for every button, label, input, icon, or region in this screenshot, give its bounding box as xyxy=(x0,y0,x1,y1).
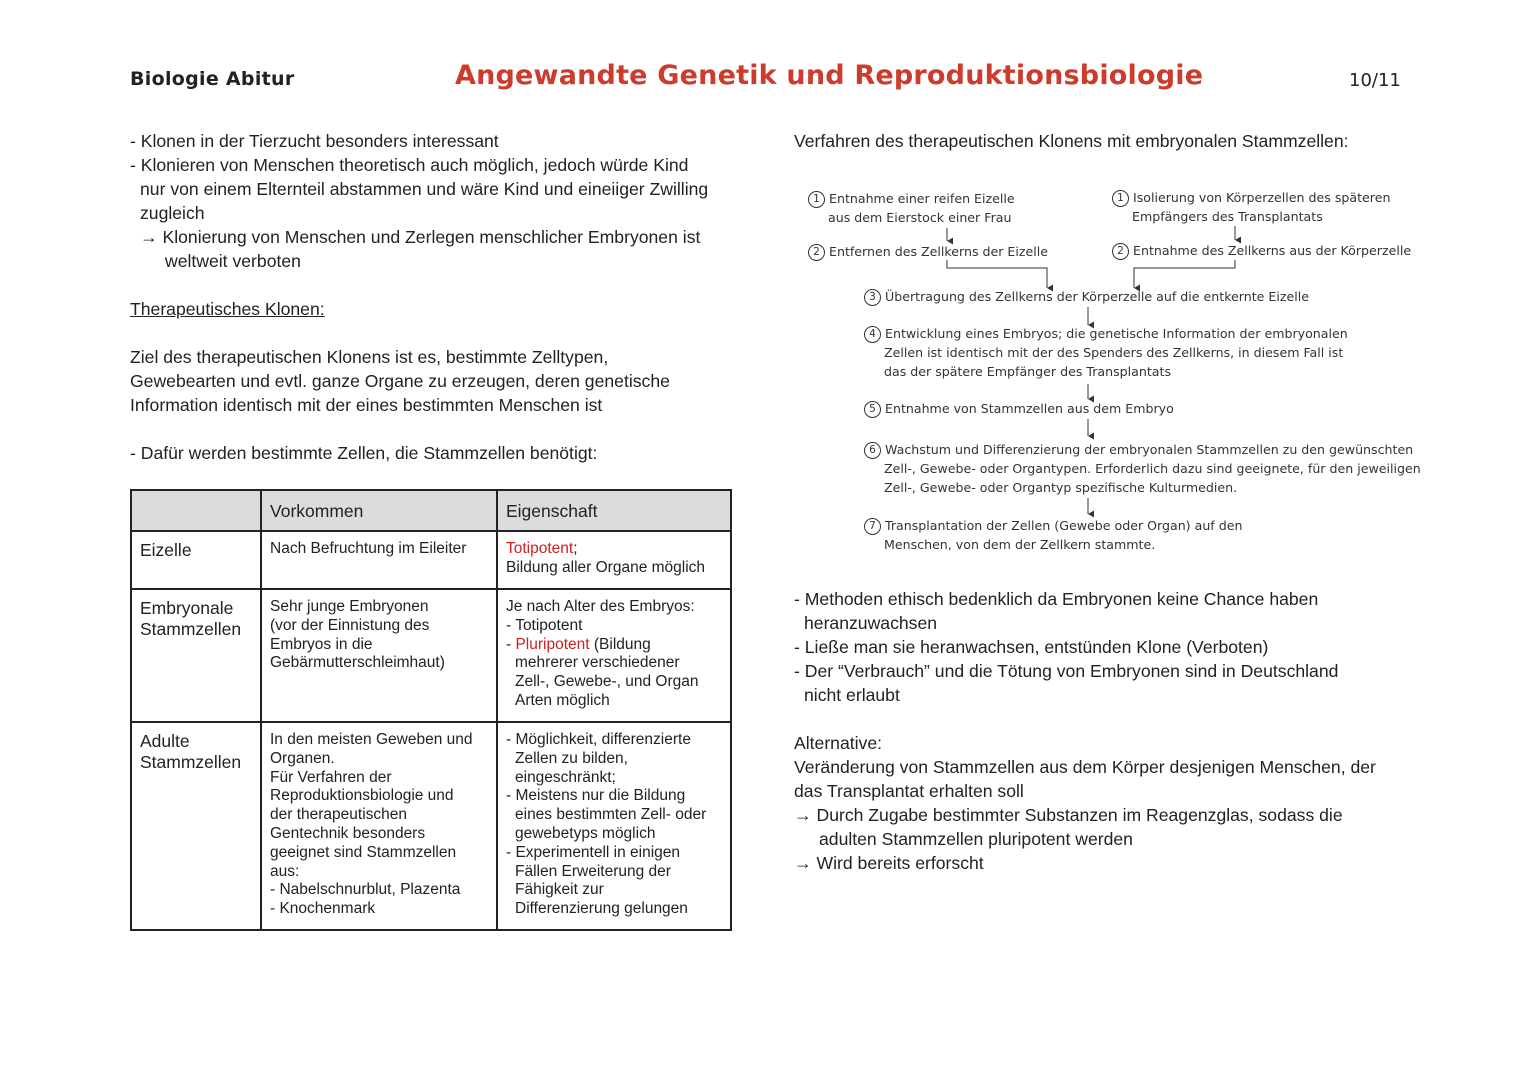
bullet-line: - Klonieren von Menschen theoretisch auch möglich, jedoch würde Kind xyxy=(130,155,689,175)
cell-line: Bildung aller Organe möglich xyxy=(506,558,706,576)
step-text: Entwicklung eines Embryos; die genetische Information der embryonalen xyxy=(885,326,1348,341)
bullet-line: - Klonen in der Tierzucht besonders interessant xyxy=(130,131,499,151)
goal-paragraph xyxy=(130,345,670,417)
bullet-line: nur von einem Elternteil abstammen und wäre Kind und eineiiger Zwilling xyxy=(140,179,709,199)
step-text: das der spätere Empfänger des Transplantats xyxy=(884,364,1172,379)
cell-line xyxy=(506,636,722,655)
cell-line: gewebetyps möglich xyxy=(515,824,656,842)
cell-line: Zell-, Gewebe-, und Organ xyxy=(515,673,699,691)
step-text: Transplantation der Zellen (Gewebe oder Organ) auf den xyxy=(885,518,1243,533)
step-5-stem-cell-extraction xyxy=(864,399,1174,418)
cell-line: eingeschränkt; xyxy=(515,768,616,786)
cell-line: mehrerer verschiedener xyxy=(515,654,680,672)
step-number: 5 xyxy=(864,401,881,418)
step-text: Entnahme von Stammzellen aus dem Embryo xyxy=(885,401,1174,416)
subject-label: Biologie Abitur xyxy=(130,68,295,90)
bullet-line: heranzuwachsen xyxy=(804,613,938,633)
cell-line: geeignet sind Stammzellen xyxy=(270,843,457,861)
cell-line xyxy=(506,540,722,559)
step-text: Zellen ist identisch mit der des Spenders des Zellkerns, in diesem Fall ist xyxy=(884,345,1344,360)
cell-line: eines bestimmten Zell- oder xyxy=(515,806,707,824)
bullet-line: - Ließe man sie heranwachsen, entstünden Klone (Verboten) xyxy=(794,637,1269,657)
step-1-egg-removal xyxy=(808,189,1015,227)
vorkommen-cell xyxy=(261,722,497,930)
paragraph-line: Ziel des therapeutischen Klonens ist es, bestimmte Zelltypen, xyxy=(130,347,609,367)
step-1-somatic-isolation xyxy=(1112,188,1390,226)
step-4-embryo-development xyxy=(864,324,1348,381)
stem-cell-intro: - Dafür werden bestimmte Zellen, die Stammzellen benötigt: xyxy=(130,443,598,463)
cell-line: Je nach Alter des Embryos: xyxy=(506,598,695,615)
table-header-vorkommen: Vorkommen xyxy=(261,490,497,531)
stem-cell-table xyxy=(130,489,732,931)
step-number: 7 xyxy=(864,518,881,535)
alternative-block xyxy=(794,731,1376,875)
bullet-line: nicht erlaubt xyxy=(804,685,900,705)
cell-line: Sehr junge Embryonen xyxy=(270,598,429,615)
cell-line: Zellen zu bilden, xyxy=(515,749,628,767)
cell-line: der therapeutischen xyxy=(270,806,408,824)
step-text: Übertragung des Zellkerns der Körperzelle auf die entkernte Eizelle xyxy=(885,289,1309,304)
step-text: Wachstum und Differenzierung der embryonalen Stammzellen zu den gewünschten xyxy=(885,442,1414,457)
eigenschaft-cell xyxy=(497,589,731,722)
vorkommen-cell xyxy=(261,589,497,722)
vorkommen-cell xyxy=(261,531,497,589)
row-label-line: Adulte xyxy=(140,731,190,751)
cell-text: ; xyxy=(573,540,578,557)
cell-line: Differenzierung gelungen xyxy=(515,900,688,918)
step-text: Isolierung von Körperzellen des späteren xyxy=(1133,190,1391,205)
table-row xyxy=(131,589,731,722)
cell-line: - Meistens nur die Bildung xyxy=(506,787,686,805)
therapeutic-cloning-heading: Therapeutisches Klonen: xyxy=(130,299,325,319)
page-number: 10/11 xyxy=(1349,70,1401,91)
row-label xyxy=(131,531,261,589)
alternative-line: → Wird bereits erforscht xyxy=(794,853,984,873)
cell-line: Gentechnik besonders xyxy=(270,824,426,842)
table-header-row xyxy=(131,490,731,531)
row-label-line: Stammzellen xyxy=(140,619,242,639)
step-3-nucleus-transfer xyxy=(864,287,1309,306)
cloning-bullets xyxy=(130,129,708,273)
row-label xyxy=(131,589,261,722)
step-number: 3 xyxy=(864,289,881,306)
cell-line: Reproduktionsbiologie und xyxy=(270,787,454,805)
cell-line: Fähigkeit zur xyxy=(515,881,604,899)
step-number: 1 xyxy=(1112,190,1129,207)
cell-line: aus: xyxy=(270,862,300,880)
step-text: Entnahme des Zellkerns aus der Körperzelle xyxy=(1133,243,1412,258)
totipotent-highlight: Totipotent xyxy=(506,540,574,557)
eigenschaft-cell xyxy=(497,531,731,589)
cell-line: - Möglichkeit, differenzierte xyxy=(506,731,691,748)
cell-text: - xyxy=(506,635,516,653)
cell-line: - Nabelschnurblut, Plazenta xyxy=(270,881,461,899)
procedure-heading: Verfahren des therapeutischen Klonens mit embryonalen Stammzellen: xyxy=(794,131,1349,151)
bullet-line: - Der “Verbrauch” und die Tötung von Embryonen sind in Deutschland xyxy=(794,661,1339,681)
eigenschaft-cell xyxy=(497,722,731,930)
row-label-line: Eizelle xyxy=(140,540,192,560)
cell-line: Fällen Erweiterung der xyxy=(515,862,671,880)
step-text: Zell-, Gewebe- oder Organtyp spezifische Kulturmedien. xyxy=(884,480,1238,495)
alternative-heading: Alternative: xyxy=(794,733,883,753)
table-row xyxy=(131,531,731,589)
step-2-enucleation xyxy=(808,242,1048,261)
cell-line: In den meisten Geweben und xyxy=(270,731,473,748)
table-row xyxy=(131,722,731,930)
step-number: 1 xyxy=(808,191,825,208)
paragraph-line: Information identisch mit der eines bestimmten Menschen ist xyxy=(130,395,603,415)
step-text: Empfängers des Transplantats xyxy=(1132,209,1323,224)
step-text: Entnahme einer reifen Eizelle xyxy=(829,191,1015,206)
table-header-eigenschaft: Eigenschaft xyxy=(497,490,731,531)
cloning-flow-diagram xyxy=(794,180,1421,560)
alternative-line: → Durch Zugabe bestimmter Substanzen im Reagenzglas, sodass die xyxy=(794,805,1343,825)
bullet-line: zugleich xyxy=(140,203,205,223)
cell-line: (vor der Einnistung des xyxy=(270,616,430,634)
step-number: 2 xyxy=(1112,243,1129,260)
step-number: 6 xyxy=(864,442,881,459)
step-6-growth-differentiation xyxy=(864,440,1421,497)
alternative-line: adulten Stammzellen pluripotent werden xyxy=(819,829,1133,849)
step-text: aus dem Eierstock einer Frau xyxy=(828,210,1012,225)
cell-line: Organen. xyxy=(270,749,335,767)
row-label-line: Embryonale xyxy=(140,598,234,618)
paragraph-line: Gewebearten und evtl. ganze Organe zu erzeugen, deren genetische xyxy=(130,371,670,391)
cell-line: - Totipotent xyxy=(506,616,583,634)
step-text: Entfernen des Zellkerns der Eizelle xyxy=(829,244,1048,259)
cell-line: Embryos in die xyxy=(270,635,373,653)
step-number: 2 xyxy=(808,244,825,261)
alternative-line: Veränderung von Stammzellen aus dem Körper desjenigen Menschen, der xyxy=(794,757,1376,777)
cell-line: - Knochenmark xyxy=(270,900,376,918)
cell-line: Für Verfahren der xyxy=(270,768,392,786)
cell-line: Arten möglich xyxy=(515,691,610,709)
cell-line: - Experimentell in einigen xyxy=(506,843,681,861)
table-header-empty xyxy=(131,490,261,531)
cell-line: Gebärmutterschleimhaut) xyxy=(270,654,445,672)
step-2-nucleus-removal xyxy=(1112,241,1411,260)
row-label-line: Stammzellen xyxy=(140,752,242,772)
row-label xyxy=(131,722,261,930)
step-text: Zell-, Gewebe- oder Organtypen. Erforderlich dazu sind geeignete, für den jeweiligen xyxy=(884,461,1421,476)
cell-text: (Bildung xyxy=(589,635,651,653)
arrow-2a-3 xyxy=(947,260,1047,288)
bullet-line: - Methoden ethisch bedenklich da Embryonen keine Chance haben xyxy=(794,589,1319,609)
alternative-line: das Transplantat erhalten soll xyxy=(794,781,1024,801)
bullet-line: → Klonierung von Menschen und Zerlegen menschlicher Embryonen ist xyxy=(140,227,701,247)
arrow-2b-3 xyxy=(1134,260,1235,288)
ethics-bullets xyxy=(794,587,1338,707)
page-title: Angewandte Genetik und Reproduktionsbiologie xyxy=(455,60,1204,91)
step-text: Menschen, von dem der Zellkern stammte. xyxy=(884,537,1156,552)
cell-line: Nach Befruchtung im Eileiter xyxy=(270,540,467,557)
pluripotent-highlight: Pluripotent xyxy=(515,635,590,653)
step-7-transplantation xyxy=(864,516,1242,554)
step-number: 4 xyxy=(864,326,881,343)
bullet-line: weltweit verboten xyxy=(165,251,301,271)
